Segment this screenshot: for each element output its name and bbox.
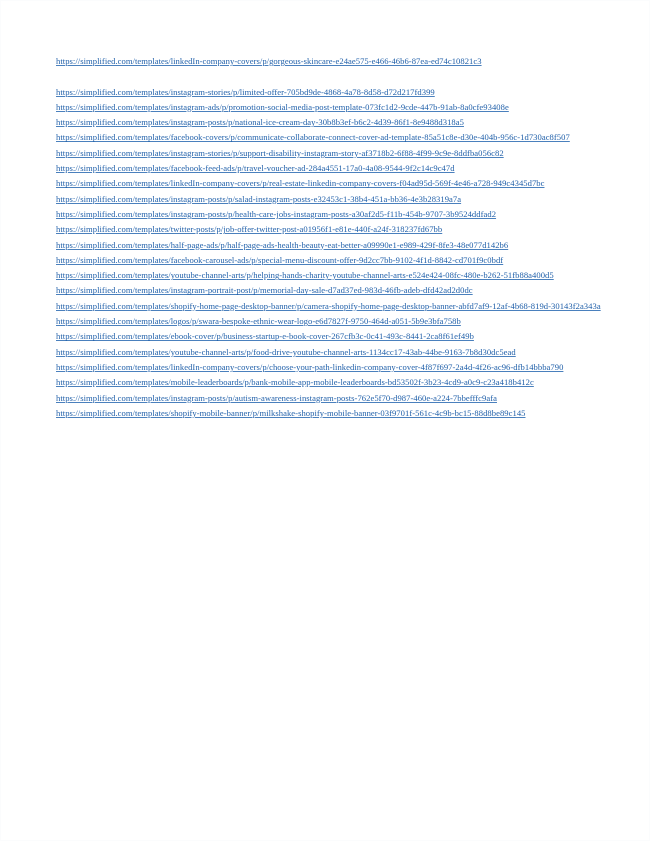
url-link[interactable]: https://simplified.com/templates/instagram-ads/p/promotion-social-media-post-template-073fc1d2-9cde-447b-91ab-8a0cfe93408e: [56, 101, 509, 112]
url-link[interactable]: https://simplified.com/templates/ebook-cover/p/business-startup-e-book-cover-267cfb3c-0c41-493c-8441-2ca8f61ef49b: [56, 331, 474, 342]
url-paragraph: [56, 345, 601, 360]
url-paragraph: [56, 130, 601, 145]
url-link[interactable]: https://simplified.com/templates/shopify-home-page-desktop-banner/p/camera-shopify-home-page-desktop-banner-abfd7af9-12af-4b68-819d-30143f2a343a: [56, 300, 601, 311]
url-link[interactable]: https://simplified.com/templates/instagram-posts/p/salad-instagram-posts-e32453c1-38b4-451a-bb36-4e3b28319a7a: [56, 193, 462, 204]
url-paragraph: [56, 115, 601, 130]
url-link[interactable]: https://simplified.com/templates/instagram-portrait-post/p/memorial-day-sale-d7ad37ed-983d-46fb-adeb-dfd42ad2d0dc: [56, 285, 473, 296]
url-paragraph: [56, 314, 601, 329]
url-paragraph: [56, 299, 601, 314]
url-paragraph: [56, 391, 601, 406]
url-paragraph: [56, 100, 601, 115]
url-paragraph: [56, 207, 601, 222]
url-link[interactable]: https://simplified.com/templates/logos/p/swara-bespoke-ethnic-wear-logo-e6d7827f-9750-464d-a051-5b9e3bfa758b: [56, 316, 461, 327]
url-link[interactable]: https://simplified.com/templates/instagram-posts/p/health-care-jobs-instagram-posts-a30af2d5-f11b-454b-9707-3b9524ddfad2: [56, 208, 497, 219]
url-paragraph: [56, 268, 601, 283]
url-link[interactable]: https://simplified.com/templates/instagram-posts/p/autism-awareness-instagram-posts-762e5f70-d987-460e-a224-7bbefffc9afa: [56, 392, 497, 403]
url-link[interactable]: https://simplified.com/templates/instagram-posts/p/national-ice-cream-day-30b8b3ef-b6c2-4d39-86f1-8e9488d318a5: [56, 117, 464, 128]
url-link[interactable]: https://simplified.com/templates/instagram-stories/p/limited-offer-705bd9de-4868-4a78-8d58-d72d217fd399: [56, 86, 435, 97]
url-link[interactable]: https://simplified.com/templates/facebook-feed-ads/p/travel-voucher-ad-284a4551-17a0-4a08-9544-9f2c14c9c47d: [56, 163, 455, 174]
url-paragraph: [56, 329, 601, 344]
url-link[interactable]: https://simplified.com/templates/twitter-posts/p/job-offer-twitter-post-a01956f1-e81e-440f-a24f-318237fd67bb: [56, 224, 443, 235]
url-link[interactable]: https://simplified.com/templates/instagram-stories/p/support-disability-instagram-story-af3718b2-6f88-4f99-9c9e-8ddfba056c82: [56, 147, 504, 158]
url-link[interactable]: https://simplified.com/templates/shopify-mobile-banner/p/milkshake-shopify-mobile-banner-03f9701f-561c-4c9b-bc15-88d8be89c145: [56, 407, 526, 418]
url-paragraph: [56, 85, 601, 100]
url-paragraph: [56, 192, 601, 207]
url-paragraph: [56, 253, 601, 268]
url-paragraph: [56, 146, 601, 161]
url-link[interactable]: https://simplified.com/templates/linkedIn-company-covers/p/real-estate-linkedin-company-covers-f04ad95d-569f-4e46-a728-949c4345d7bc: [56, 178, 545, 189]
url-link[interactable]: https://simplified.com/templates/mobile-leaderboards/p/bank-mobile-app-mobile-leaderboards-bd53502f-3b23-4cd9-a0c9-c23a418b412c: [56, 377, 534, 388]
url-link[interactable]: https://simplified.com/templates/facebook-carousel-ads/p/special-menu-discount-offer-9d2cc7bb-9102-4f1d-8842-cd701f9c0bdf: [56, 254, 504, 265]
url-paragraph: [56, 406, 601, 421]
paragraph-spacer: [56, 69, 601, 84]
url-paragraph: [56, 54, 601, 69]
url-link[interactable]: https://simplified.com/templates/half-page-ads/p/half-page-ads-health-beauty-eat-better-a09990e1-e989-429f-8fe3-48e077d142b6: [56, 239, 509, 250]
url-link[interactable]: https://simplified.com/templates/linkedIn-company-covers/p/choose-your-path-linkedin-company-cover-4f87f697-2a4d-4f26-ac96-dfb14bbba790: [56, 361, 564, 372]
url-paragraph: [56, 238, 601, 253]
url-paragraph: [56, 360, 601, 375]
url-paragraph: [56, 375, 601, 390]
url-paragraph: [56, 161, 601, 176]
url-link[interactable]: https://simplified.com/templates/facebook-covers/p/communicate-collaborate-connect-cover-ad-template-85a51c8e-d30e-404b-956c-1d730ac8f507: [56, 132, 570, 143]
url-link[interactable]: https://simplified.com/templates/linkedIn-company-covers/p/gorgeous-skincare-e24ae575-e466-46b6-87ea-ed74c10821c3: [56, 56, 482, 66]
url-list: [56, 54, 601, 421]
url-link[interactable]: https://simplified.com/templates/youtube-channel-arts/p/helping-hands-charity-youtube-channel-arts-e524e424-08fc-480e-b262-51fb88a400d5: [56, 270, 554, 281]
url-paragraph: [56, 176, 601, 191]
url-paragraph: [56, 222, 601, 237]
url-paragraph: [56, 283, 601, 298]
url-link[interactable]: https://simplified.com/templates/youtube-channel-arts/p/food-drive-youtube-channel-arts-1134cc17-43ab-44be-9163-7b8d30dc5ead: [56, 346, 516, 357]
